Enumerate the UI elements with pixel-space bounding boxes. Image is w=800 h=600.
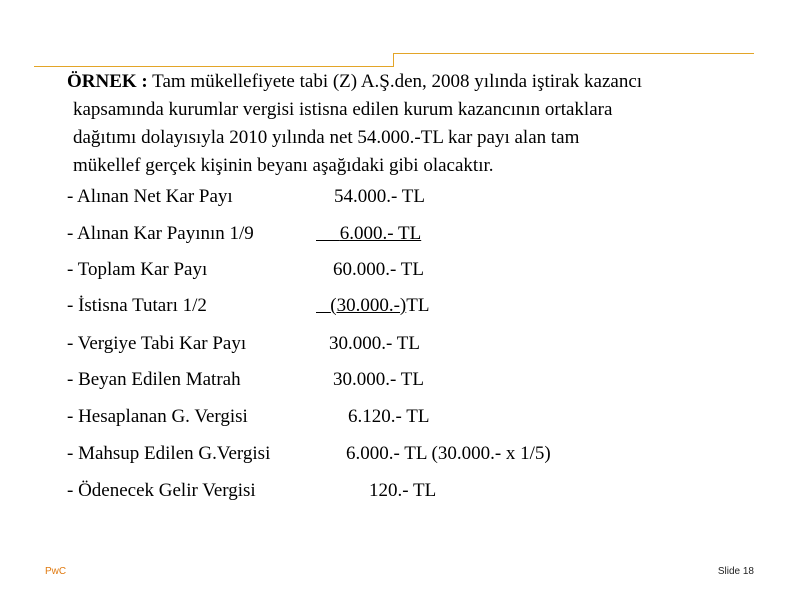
example-line-3: dağıtımı dolayısıyla 2010 yılında net 54.000.-TL kar payı alan tam: [73, 127, 580, 148]
example-paragraph: [67, 68, 767, 180]
row-value: 6.000.- TL: [339, 223, 422, 244]
row-label: - Mahsup Edilen G.Vergisi: [67, 443, 271, 464]
row-label: - Alınan Net Kar Payı: [67, 186, 233, 207]
header-line-step: [393, 53, 394, 67]
row-label: - Ödenecek Gelir Vergisi: [67, 480, 256, 501]
row-label: - Alınan Kar Payının 1/9: [67, 223, 254, 244]
row-value: 60.000.- TL: [333, 259, 424, 280]
row-label: - Beyan Edilen Matrah: [67, 369, 241, 390]
row-value: (30.000.-)TL: [330, 295, 430, 316]
row-label: - Toplam Kar Payı: [67, 259, 208, 280]
example-line-1: Tam mükellefiyete tabi (Z) A.Ş.den, 2008 yılında iştirak kazancı: [152, 71, 643, 92]
brand-logo-text: PwC: [45, 566, 67, 577]
example-line-2: kapsamında kurumlar vergisi istisna edilen kurum kazancının ortaklara: [73, 99, 613, 120]
row-value: 6.000.- TL (30.000.- x 1/5): [346, 443, 551, 464]
example-line-4: mükellef gerçek kişinin beyanı aşağıdaki gibi olacaktır.: [73, 155, 494, 176]
example-label: ÖRNEK :: [67, 71, 148, 92]
header-line-left: [34, 66, 394, 67]
row-value: 54.000.- TL: [334, 186, 425, 207]
header-line-right: [393, 53, 754, 54]
row-value: 120.- TL: [369, 480, 437, 501]
slide-number: Slide 18: [717, 566, 754, 577]
row-label: - Vergiye Tabi Kar Payı: [67, 333, 247, 354]
row-label: - İstisna Tutarı 1/2: [67, 295, 207, 316]
row-value: 30.000.- TL: [333, 369, 424, 390]
row-value: 6.120.- TL: [348, 406, 430, 427]
row-label: - Hesaplanan G. Vergisi: [67, 406, 248, 427]
row-value: 30.000.- TL: [329, 333, 420, 354]
